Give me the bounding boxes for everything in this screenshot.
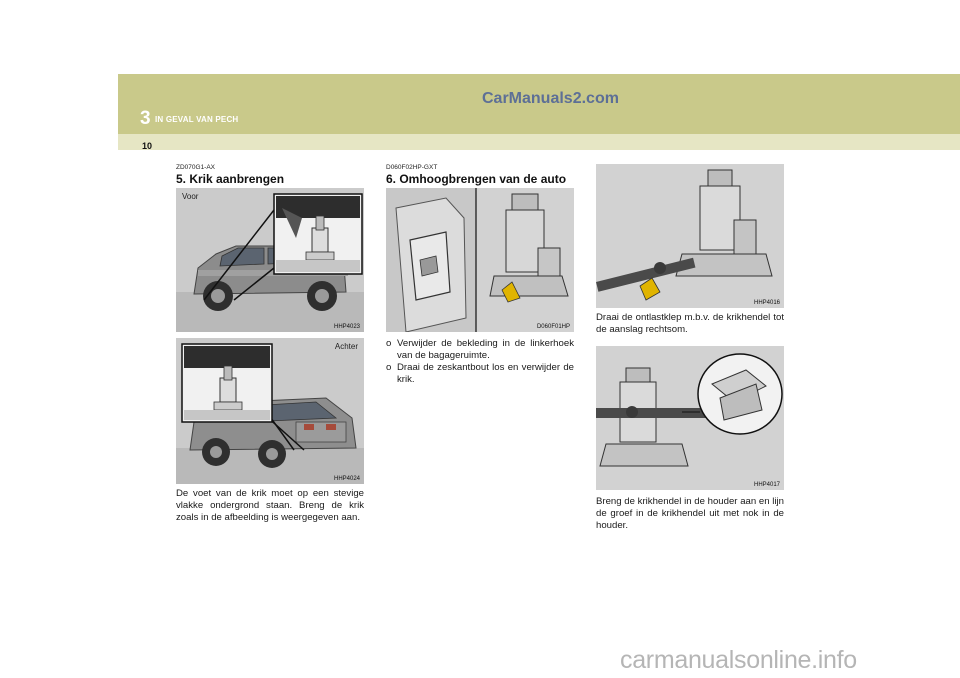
- carmanuals-link[interactable]: CarManuals2.com: [482, 90, 619, 107]
- suv-rear-illustration: [176, 338, 364, 484]
- chapter-number: 3: [140, 108, 151, 129]
- section5-code: ZD070G1-AX: [176, 164, 216, 171]
- list-item: [386, 362, 574, 386]
- figure-code-hhp4016: HHP4016: [753, 300, 780, 306]
- handle-holder-illustration: [596, 346, 784, 490]
- figure-jack-front: [176, 188, 364, 332]
- bullet-text: Draai de zeskantbout los en verwijder de krik.: [397, 362, 574, 385]
- section6-title: 6. Omhoogbrengen van de auto: [386, 172, 567, 186]
- figure-label-voor: Voor: [182, 192, 199, 201]
- figure-handle-holder: [596, 346, 784, 490]
- jack-storage-illustration: [386, 188, 574, 332]
- figure-code-hhp4017: HHP4017: [753, 482, 780, 488]
- section6-code: D060F02HP-GXT: [386, 164, 438, 171]
- figure-code-d060f01hp: D060F01HP: [536, 324, 570, 330]
- figure-release-valve: [596, 164, 784, 308]
- handle-holder-text: Breng de krikhendel in de houder aan en lijn de groef in de krikhendel uit met nok in de houder.: [596, 496, 784, 531]
- section5-title: 5. Krik aanbrengen: [176, 172, 285, 186]
- list-item: [386, 338, 574, 362]
- bullet-text: Verwijder de bekleding in de linkerhoek van de bagageruimte.: [397, 338, 574, 361]
- header-stripe: [118, 134, 960, 150]
- section6-bullet-list: [386, 338, 574, 386]
- suv-front-illustration: [176, 188, 364, 332]
- figure-label-achter: Achter: [334, 342, 358, 351]
- figure-jack-storage: [386, 188, 574, 332]
- release-valve-illustration: [596, 164, 784, 308]
- figure-code-hhp4023: HHP4023: [333, 324, 360, 330]
- bullet-marker: o: [386, 338, 392, 349]
- release-valve-text: Draai de ontlastklep m.b.v. de krikhendel tot de aanslag rechtsom.: [596, 312, 784, 335]
- figure-jack-rear: [176, 338, 364, 484]
- page-number: 10: [142, 141, 153, 151]
- section5-body: De voet van de krik moet op een stevige vlakke ondergrond staan. Breng de krik zoals in de afbeelding is weergegeven aan.: [176, 488, 364, 523]
- chapter-title: IN GEVAL VAN PECH: [155, 115, 239, 124]
- watermark: carmanualsonline.info: [620, 646, 857, 674]
- figure-code-hhp4024: HHP4024: [333, 476, 360, 482]
- bullet-marker: o: [386, 362, 392, 373]
